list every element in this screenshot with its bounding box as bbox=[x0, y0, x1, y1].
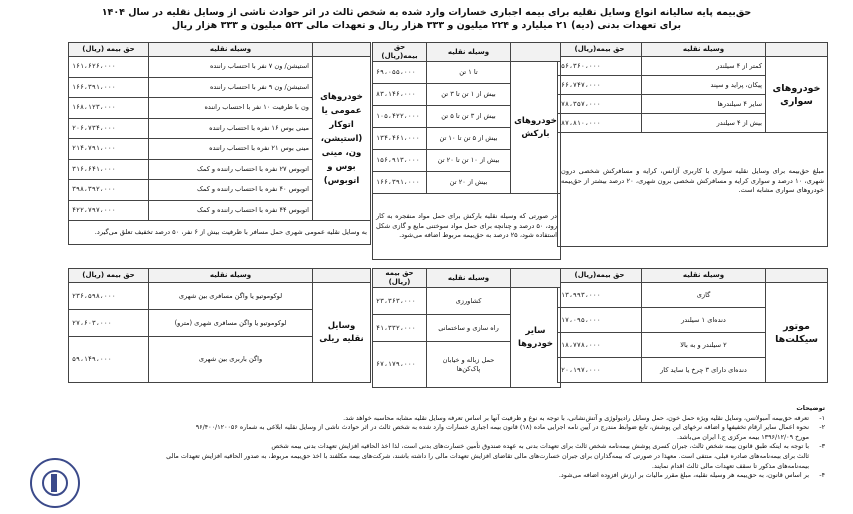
vehicle-name: بیش از ۱۰ تن تا ۲۰ تن bbox=[427, 150, 511, 172]
vehicle-name: لوکوموتیو یا واگن مسافری شهری (مترو) bbox=[149, 310, 313, 337]
premium-value: ۱۳،۹۹۳،۰۰۰ bbox=[558, 283, 642, 308]
title-line-2: برای تعهدات بدنی (دیه) ۲۱ میلیارد و ۲۲۴ میلیون و ۳۳۳ هزار ریال و تعهدات مالی ۵۲۳ میلیون و ۳۳۳ هزار ریال bbox=[171, 20, 682, 31]
document-title bbox=[0, 6, 853, 32]
premium-value: ۴۱،۳۳۲،۰۰۰ bbox=[373, 315, 427, 342]
header-vehicle: وسیله نقلیه bbox=[427, 269, 511, 288]
note-number: ۱- bbox=[819, 413, 825, 422]
vehicle-name: بیش از ۴ سیلندر bbox=[642, 114, 766, 133]
header-vehicle: وسیله نقلیه bbox=[427, 43, 511, 62]
premium-value: ۱۶۱،۶۲۶،۰۰۰ bbox=[69, 57, 149, 78]
note-text: مورخ ۱۳۹۶/۱۲/۰۹ بیمه مرکزی ج.ا ایران می‌باشد. bbox=[677, 432, 809, 441]
header-vehicle: وسیله نقلیه bbox=[149, 269, 313, 283]
vehicle-name: پیکان، پراید و سپند bbox=[642, 76, 766, 95]
premium-value: ۴۲۲،۷۹۷،۰۰۰ bbox=[69, 200, 149, 221]
vehicle-name: استیشن/ ون ۹ نفر با احتساب راننده bbox=[149, 77, 313, 98]
note-number: ۳- bbox=[819, 442, 825, 451]
premium-value: ۶۷،۱۷۹،۰۰۰ bbox=[373, 342, 427, 388]
note-line bbox=[90, 442, 825, 452]
note-text: با توجه به اینکه طبق قانون بیمه شخص ثالث، جبران کسری پوشش بیمه‌نامه شخص ثالث برای تعهدات بدنی به عهده صندوق تأمین خسارت‌های بدنی است، لذا اخذ الحاقیه افزایش تعهدات بدنی بیمه شخص bbox=[271, 442, 809, 451]
note-text: نحوه اعمال سایر ارقام تخفیفها و اضافه نرخهای این پوشش، تابع ضوابط مندرج در آیین نامه اجرایی ماده (۱۸) قانون بیمه اجباری خسارات وارد شده به شخص ثالث در اثر حوادث ناشی از وسایل نقلیه ابلاغی به شماره ۹۶/۴۰۰/۱۲۰۰۵۶ bbox=[195, 423, 809, 432]
vehicle-name: اتوبوس ۴۴ نفره با احتساب راننده و کمک bbox=[149, 200, 313, 221]
note-line bbox=[90, 414, 825, 424]
vehicle-name: اتوبوس ۲۷ نفره با احتساب راننده و کمک bbox=[149, 159, 313, 180]
vehicle-name: دنده‌ای ۱ سیلندر bbox=[642, 308, 766, 333]
vehicle-name: مینی بوس ۲۱ نفره با احتساب راننده bbox=[149, 139, 313, 160]
note-text: تعرفه حق‌بیمه آمبولانس، وسایل نقلیه ویژه حمل خون، حمل وسایل رادیولوژی و آتش‌نشانی، با توجه به نوع و ظرفیت آنها بر اساس تعرفه وسایل نقلیه مشابه محاسبه خواهد شد. bbox=[343, 413, 809, 422]
vehicle-name: بیش از ۳ تن تا ۵ تن bbox=[427, 106, 511, 128]
title-line-1: حق‌بیمه پایه سالیانه انواع وسایل نقلیه برای بیمه اجباری خسارات وارد شده به شخص ثالث در اثر حوادث ناشی از وسایل نقلیه در سال ۱۴۰۴ bbox=[101, 7, 752, 18]
vehicle-name: ۲ سیلندر و به بالا bbox=[642, 333, 766, 358]
premium-value: ۲۰۶،۷۳۴،۰۰۰ bbox=[69, 118, 149, 139]
category-rail: وسایل نقلیه ریلی bbox=[313, 283, 371, 383]
premium-value: ۲۱۴،۷۹۱،۰۰۰ bbox=[69, 139, 149, 160]
premium-value: ۷۸،۳۵۷،۰۰۰ bbox=[558, 95, 642, 114]
note-line bbox=[90, 433, 825, 443]
header-premium: حق بیمه (ریال) bbox=[69, 269, 149, 283]
vehicle-name: گازی bbox=[642, 283, 766, 308]
category-public: خودروهای عمومی یا اتوکار (استیشن، ون، مینی بوس و اتوبوس) bbox=[313, 57, 371, 221]
premium-value: ۸۷،۸۱۰،۰۰۰ bbox=[558, 114, 642, 133]
vehicle-name: بیش از ۵ تن تا ۱۰ تن bbox=[427, 128, 511, 150]
premium-value: ۲۷،۶۰۳،۰۰۰ bbox=[69, 310, 149, 337]
category-cargo: خودروهای بارکش bbox=[511, 62, 561, 194]
other-table bbox=[372, 268, 561, 388]
premium-value: ۱۵۶،۹۱۳،۰۰۰ bbox=[373, 150, 427, 172]
premium-value: ۲۳۶،۵۹۸،۰۰۰ bbox=[69, 283, 149, 310]
note-line bbox=[90, 471, 825, 481]
motorcycle-table bbox=[557, 268, 828, 383]
vehicle-name: سایر ۴ سیلندرها bbox=[642, 95, 766, 114]
vehicle-name: استیشن/ ون ۷ نفر با احتساب راننده bbox=[149, 57, 313, 78]
note-text: بیمه‌نامه‌های مذکور تا سقف تعهدات مالی ثالث اقدام نمایند. bbox=[651, 461, 809, 470]
note-number bbox=[813, 462, 825, 472]
premium-value: ۳۹۸،۳۹۲،۰۰۰ bbox=[69, 180, 149, 201]
premium-value: ۲۳،۳۶۳،۰۰۰ bbox=[373, 288, 427, 315]
header-premium: حق بیمه(ریال) bbox=[373, 43, 427, 62]
rail-table bbox=[68, 268, 371, 383]
passenger-table bbox=[557, 42, 828, 247]
header-premium: حق بیمه (ریال) bbox=[69, 43, 149, 57]
public-table bbox=[68, 42, 371, 245]
premium-value: ۶۹،۰۵۵،۰۰۰ bbox=[373, 62, 427, 84]
cargo-block bbox=[372, 42, 561, 260]
vehicle-name: حمل زباله و خیابان پاک‌کن‌ها bbox=[427, 342, 511, 388]
motorcycle-block bbox=[557, 268, 828, 383]
vehicle-name: بیش از ۲۰ تن bbox=[427, 172, 511, 194]
note-number: ۴- bbox=[819, 471, 825, 480]
public-block bbox=[68, 42, 371, 245]
category-passenger: خودروهای سواری bbox=[766, 57, 828, 133]
passenger-note: مبلغ حق‌بیمه برای وسایل نقلیه سواری با کاربری آژانس، کرایه و مسافرکش شخصی درون شهری، ۱۰ درصد و سواری کرایه و مسافرکش شخصی برون شهری، ۲۰ درصد بیشتر از حق‌بیمه خودروهای سواری مشابه است. bbox=[558, 133, 828, 247]
rail-block bbox=[68, 268, 371, 383]
notes-heading: توضیحات bbox=[796, 404, 825, 412]
premium-value: ۸۳،۱۴۶،۰۰۰ bbox=[373, 84, 427, 106]
passenger-block bbox=[557, 42, 828, 247]
header-vehicle: وسیله نقلیه bbox=[642, 269, 766, 283]
other-block bbox=[372, 268, 561, 388]
premium-value: ۲۰،۱۹۷،۰۰۰ bbox=[558, 358, 642, 383]
notes-section bbox=[90, 404, 825, 481]
vehicle-name: مینی بوس ۱۶ نفره با احتساب راننده bbox=[149, 118, 313, 139]
premium-value: ۱۸،۷۷۸،۰۰۰ bbox=[558, 333, 642, 358]
premium-value: ۱۶۸،۱۲۳،۰۰۰ bbox=[69, 98, 149, 119]
premium-value: ۱۶۶،۳۹۱،۰۰۰ bbox=[69, 77, 149, 98]
note-line bbox=[90, 423, 825, 433]
header-premium: حق بیمه(ریال) bbox=[558, 43, 642, 57]
vehicle-name: ون با ظرفیت ۱۰ نفر با احتساب راننده bbox=[149, 98, 313, 119]
premium-value: ۳۱۶،۶۴۱،۰۰۰ bbox=[69, 159, 149, 180]
cargo-table bbox=[372, 42, 561, 260]
vehicle-name: لوکوموتیو یا واگن مسافری بین شهری bbox=[149, 283, 313, 310]
premium-value: ۵۶،۳۶۰،۰۰۰ bbox=[558, 57, 642, 76]
vehicle-name: واگن باربری بین شهری bbox=[149, 337, 313, 383]
note-line bbox=[90, 462, 825, 472]
cargo-note: در صورتی که وسیله نقلیه بارکش برای حمل مواد منفجره به کار رود، ۵۰ درصد و چنانچه برای حمل مواد سوختنی مایع و گازی شکل استفاده شود، ۲۵ درصد به حق‌بیمه مربوط اضافه می‌شود. bbox=[373, 194, 561, 260]
vehicle-name: کمتر از ۴ سیلندر bbox=[642, 57, 766, 76]
category-other: سایر خودروها bbox=[511, 288, 561, 388]
vehicle-name: اتوبوس ۴۰ نفره با احتساب راننده و کمک bbox=[149, 180, 313, 201]
vehicle-name: راه سازی و ساختمانی bbox=[427, 315, 511, 342]
premium-value: ۱۳۴،۴۶۱،۰۰۰ bbox=[373, 128, 427, 150]
category-motorcycle: موتور سیکلت‌ها bbox=[766, 283, 828, 383]
vehicle-name: کشاورزی bbox=[427, 288, 511, 315]
note-number bbox=[813, 452, 825, 462]
premium-value: ۵۹،۱۴۹،۰۰۰ bbox=[69, 337, 149, 383]
note-number bbox=[813, 433, 825, 443]
header-premium: حق بیمه(ریال) bbox=[558, 269, 642, 283]
header-premium: حق بیمه (ریال) bbox=[373, 269, 427, 288]
vehicle-name: بیش از ۱ تن تا ۳ تن bbox=[427, 84, 511, 106]
premium-value: ۱۶۶،۳۹۱،۰۰۰ bbox=[373, 172, 427, 194]
header-vehicle: وسیله نقلیه bbox=[149, 43, 313, 57]
vehicle-name: تا ۱ تن bbox=[427, 62, 511, 84]
vehicle-name: دنده‌ای دارای ۳ چرخ یا ساید کار bbox=[642, 358, 766, 383]
note-text: ثالث برای بیمه‌نامه‌های صادره قبلی، منتفی است. معهذا در صورتی که بیمه‌گذاران برای جبران خسارت‌های مالی تقاضای افزایش تعهدات مالی را داشته باشند، شرکت‌های بیمه مکلفند با اخذ حق‌بیمه مربوط، به صدور الحاقیه افزایش تعهدات مالی bbox=[166, 451, 809, 460]
header-vehicle: وسیله نقلیه bbox=[642, 43, 766, 57]
public-note: به وسایل نقلیه عمومی شهری حمل مسافر با ظرفیت بیش از ۶ نفر، ۵۰ درصد تخفیف تعلق می‌گیرد. bbox=[69, 221, 371, 245]
note-line bbox=[90, 452, 825, 462]
premium-value: ۶۶،۷۴۷،۰۰۰ bbox=[558, 76, 642, 95]
premium-value: ۱۰۵،۴۲۲،۰۰۰ bbox=[373, 106, 427, 128]
premium-value: ۱۷،۰۹۵،۰۰۰ bbox=[558, 308, 642, 333]
insurance-seal-icon bbox=[30, 458, 80, 508]
note-number: ۲- bbox=[819, 423, 825, 432]
note-text: بر اساس قانون، به حق‌بیمه هر وسیله نقلیه، مبلغ مقرر مالیات بر ارزش افزوده اضافه می‌شود. bbox=[558, 471, 809, 480]
